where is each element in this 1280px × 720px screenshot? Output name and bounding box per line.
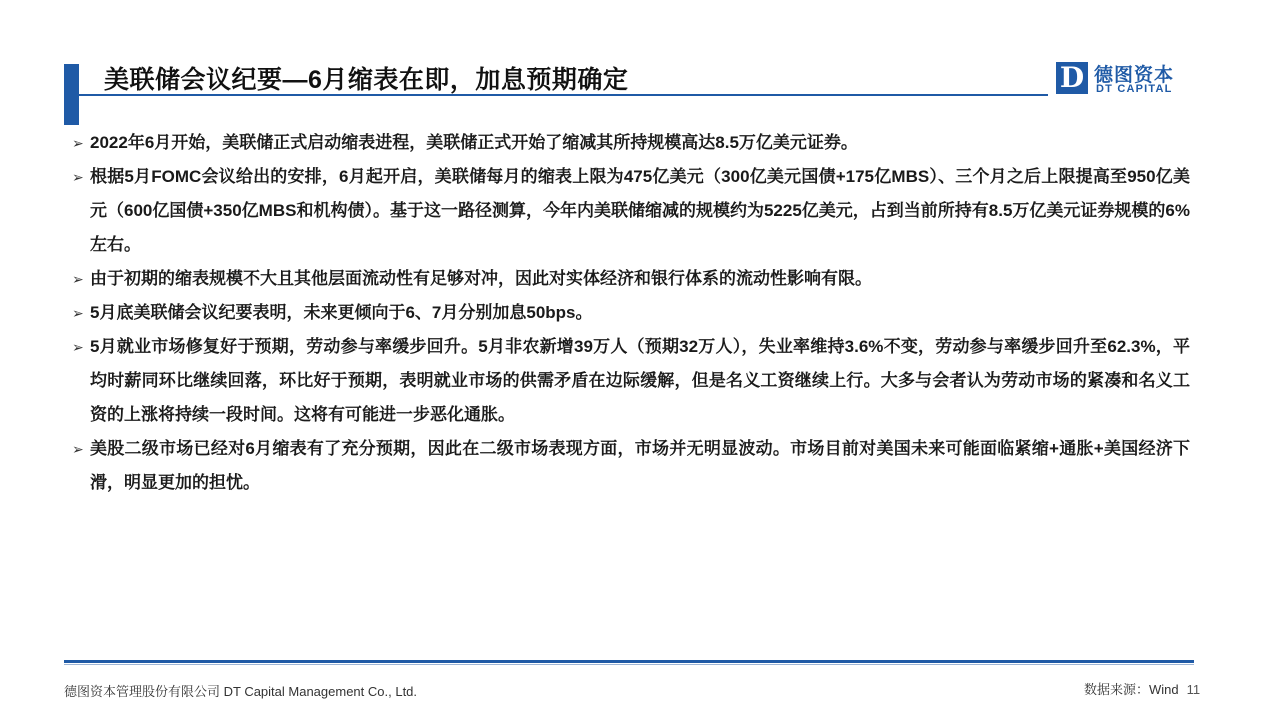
arrow-bullet-icon: ➢ <box>72 339 84 355</box>
arrow-bullet-icon: ➢ <box>72 135 84 151</box>
logo-mark-icon: D <box>1056 62 1088 94</box>
page-title: 美联储会议纪要—6月缩表在即，加息预期确定 <box>104 66 629 94</box>
bullet-list <box>72 126 1190 500</box>
title-underline <box>78 94 1048 96</box>
bullet-item <box>72 330 1190 432</box>
footer-source-page <box>1084 679 1200 698</box>
company-logo <box>1056 60 1186 98</box>
arrow-bullet-icon: ➢ <box>72 271 84 287</box>
bullet-text: 5月底美联储会议纪要表明，未来更倾向于6、7月分别加息50bps。 <box>90 303 593 322</box>
data-source: 数据来源：Wind <box>1084 682 1179 697</box>
bullet-text: 由于初期的缩表规模不大且其他层面流动性有足够对冲，因此对实体经济和银行体系的流动性影响有限。 <box>90 269 872 288</box>
bullet-item <box>72 160 1190 262</box>
footer-divider-light <box>64 664 1194 665</box>
arrow-bullet-icon: ➢ <box>72 441 84 457</box>
title-accent-bar <box>64 64 79 125</box>
bullet-text: 根据5月FOMC会议给出的安排，6月起开启，美联储每月的缩表上限为475亿美元（300亿美元国债+175亿MBS）、三个月之后上限提高至950亿美元（600亿国债+350亿MBS和机构债）。基于这一路径测算，今年内美联储缩减的规模约为5225亿美元，占到当前所持有8.5万亿美元证券规模的6%左右。 <box>90 167 1190 254</box>
bullet-item <box>72 126 1190 160</box>
bullet-item <box>72 262 1190 296</box>
arrow-bullet-icon: ➢ <box>72 305 84 321</box>
footer-divider <box>64 660 1194 663</box>
footer-company: 德图资本管理股份有限公司 DT Capital Management Co., Ltd. <box>64 684 418 699</box>
logo-name-en: DT CAPITAL <box>1096 83 1173 95</box>
bullet-text: 美股二级市场已经对6月缩表有了充分预期，因此在二级市场表现方面，市场并无明显波动。市场目前对美国未来可能面临紧缩+通胀+美国经济下滑，明显更加的担忧。 <box>90 439 1190 492</box>
page-number: 11 <box>1186 682 1201 697</box>
logo-name-cn: 德图资本 <box>1094 65 1175 86</box>
bullet-text: 2022年6月开始，美联储正式启动缩表进程，美联储正式开始了缩减其所持规模高达8.5万亿美元证券。 <box>90 133 858 152</box>
bullet-text: 5月就业市场修复好于预期，劳动参与率缓步回升。5月非农新增39万人（预期32万人），失业率维持3.6%不变，劳动参与率缓步回升至62.3%，平均时薪同环比继续回落，环比好于预期，表明就业市场的供需矛盾在边际缓解，但是名义工资继续上行。大多与会者认为劳动市场的紧凑和名义工资的上涨将持续一段时间。这将有可能进一步恶化通胀。 <box>90 337 1190 424</box>
arrow-bullet-icon: ➢ <box>72 169 84 185</box>
bullet-item <box>72 296 1190 330</box>
bullet-item <box>72 432 1190 500</box>
